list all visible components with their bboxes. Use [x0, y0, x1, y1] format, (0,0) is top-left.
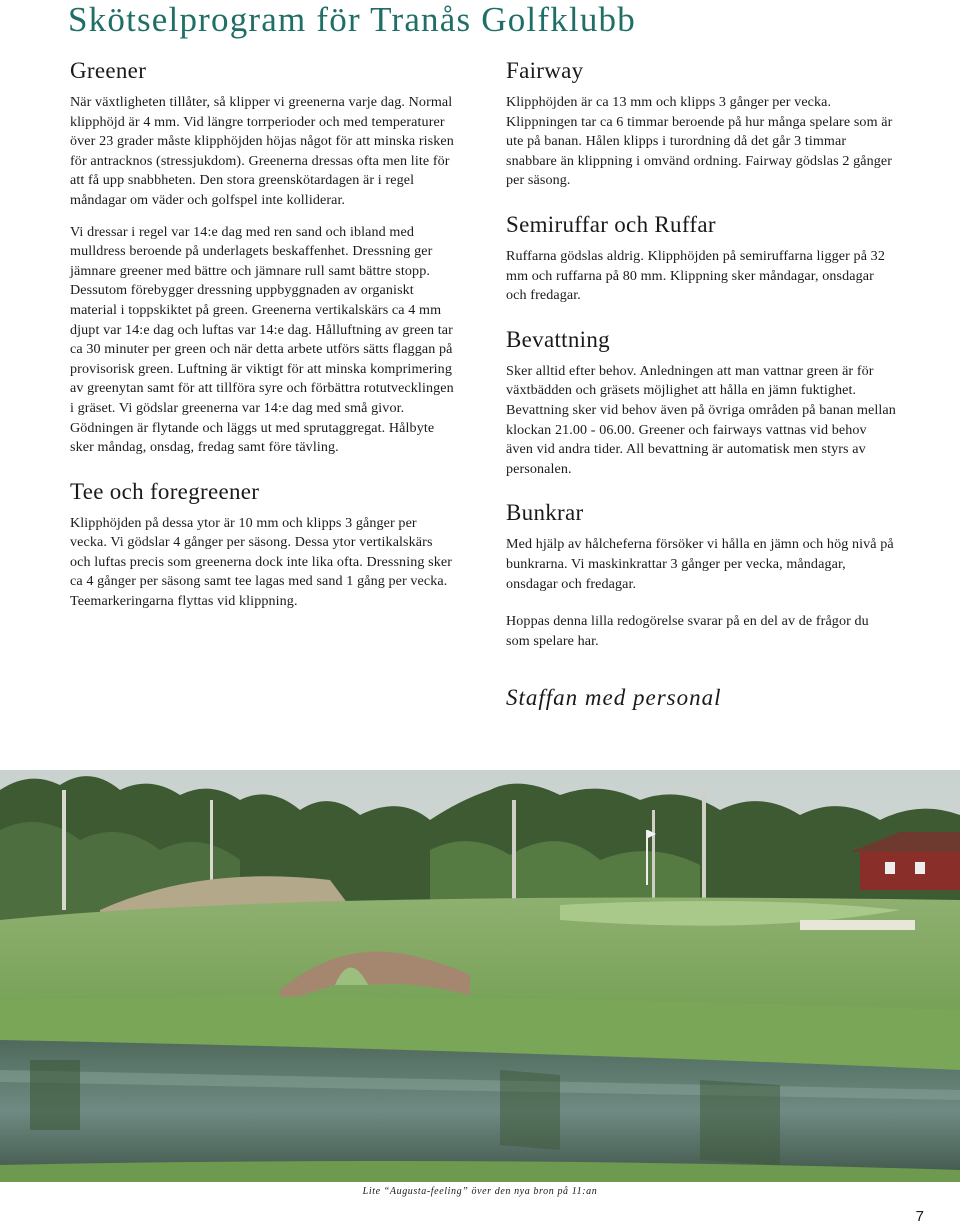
- bevattning-paragraph: Sker alltid efter behov. Anledningen att man vattnar green är för växtbädden och gräsets möjlighet att hålla en jämn fuktighet. Bevattning sker vid behov även på övriga områden på banan mellan klockan 21.00 - 06.00. Greener och fairways vattnas vid behov även vid andra tider. All bevattning är automatisk men styrs av personalen.: [506, 362, 896, 477]
- ruffar-paragraph: Ruffarna gödslas aldrig. Klipphöjden på semiruffarna ligger på 32 mm och ruffarna på 80 mm. Klippning sker måndagar, onsdagar och fredagar.: [506, 247, 885, 304]
- right-column: [506, 58, 896, 711]
- bevattning-heading: Bevattning: [506, 326, 610, 352]
- closing-paragraph: Hoppas denna lilla redogörelse svarar på en del av de frågor du som spelare har.: [506, 613, 869, 649]
- ruffar-heading: Semiruffar och Ruffar: [506, 211, 716, 237]
- left-column: [70, 58, 455, 612]
- tee-heading: Tee och foregreener: [70, 478, 260, 504]
- golf-course-photo: [0, 770, 960, 1182]
- page-title: Skötselprogram för Tranås Golfklubb: [68, 0, 636, 39]
- fairway-paragraph: Klipphöjden är ca 13 mm och klipps 3 gånger per vecka. Klippningen tar ca 6 timmar beroende på hur många spelare som är ute på banan. Hålen klipps i turordning då det går 3 timmar snabbare än klippning i omvänd ordning. Fairway gödslas 2 gånger per säsong.: [506, 94, 893, 189]
- greener-heading: Greener: [70, 58, 147, 83]
- greener-paragraph-2: Vi dressar i regel var 14:e dag med ren sand och ibland med mulldress beroende på underlagets beskaffenhet. Dressning ger jämnare greener med bättre och jämnare rull samt bättre stopp. Dessutom förebygger dressning uppbyggnaden av organiskt material i toppskiktet på green. Greenerna vertikalskärs ca 4 mm djupt var 14:e dag och luftas var 14:e dag. Hålluftning av green tar ca 30 minuter per green och när detta arbete utförs sätts flaggan på provisorisk green. Luftning är viktigt för att minska komprimering av greenytan samt för att tillföra syre och förbättra rotutvecklingen i gräset. Vi gödslar greenerna var 14:e dag med små givor. Gödningen är flytande och läggs ut med sprutaggregat. Hålbyte sker måndag, onsdag, fredag samt före tävling.: [70, 223, 454, 456]
- page-number: 7: [915, 1208, 924, 1225]
- bunkrar-paragraph-1: Med hjälp av hålcheferna försöker vi hålla en jämn och hög nivå på bunkrarna. Vi maskinkrattar 3 gånger per vecka, måndagar, onsdagar och fredagar.: [506, 536, 894, 592]
- signature: Staffan med personal: [506, 685, 722, 711]
- fairway-heading: Fairway: [506, 58, 584, 83]
- tee-paragraph: Klipphöjden på dessa ytor är 10 mm och klipps 3 gånger per vecka. Vi gödslar 4 gånger per säsong. Dessa ytor vertikalskärs och luftas precis som greenerna dock inte lika ofta. Dressning sker ca 4 gånger per säsong samt tee lagas med sand 1 gång per vecka. Teemarkeringarna flyttas vid klippning.: [70, 514, 453, 610]
- greener-paragraph-1: När växtligheten tillåter, så klipper vi greenerna varje dag. Normal klipphöjd är 4 mm. Vid längre torrperioder och med temperaturer över 23 grader måste klipphöjden höjas något för att minska risken för antracknos (stressjukdom). Greenerna dressas ofta men lite för att få upp snabbheten. Den stora greenskötardagen är i regel måndagar om väder och golfspel inte kolliderar.: [70, 94, 454, 208]
- bunkrar-heading: Bunkrar: [506, 500, 584, 526]
- photo-caption: Lite “Augusta-feeling” över den nya bron på 11:an: [362, 1186, 598, 1197]
